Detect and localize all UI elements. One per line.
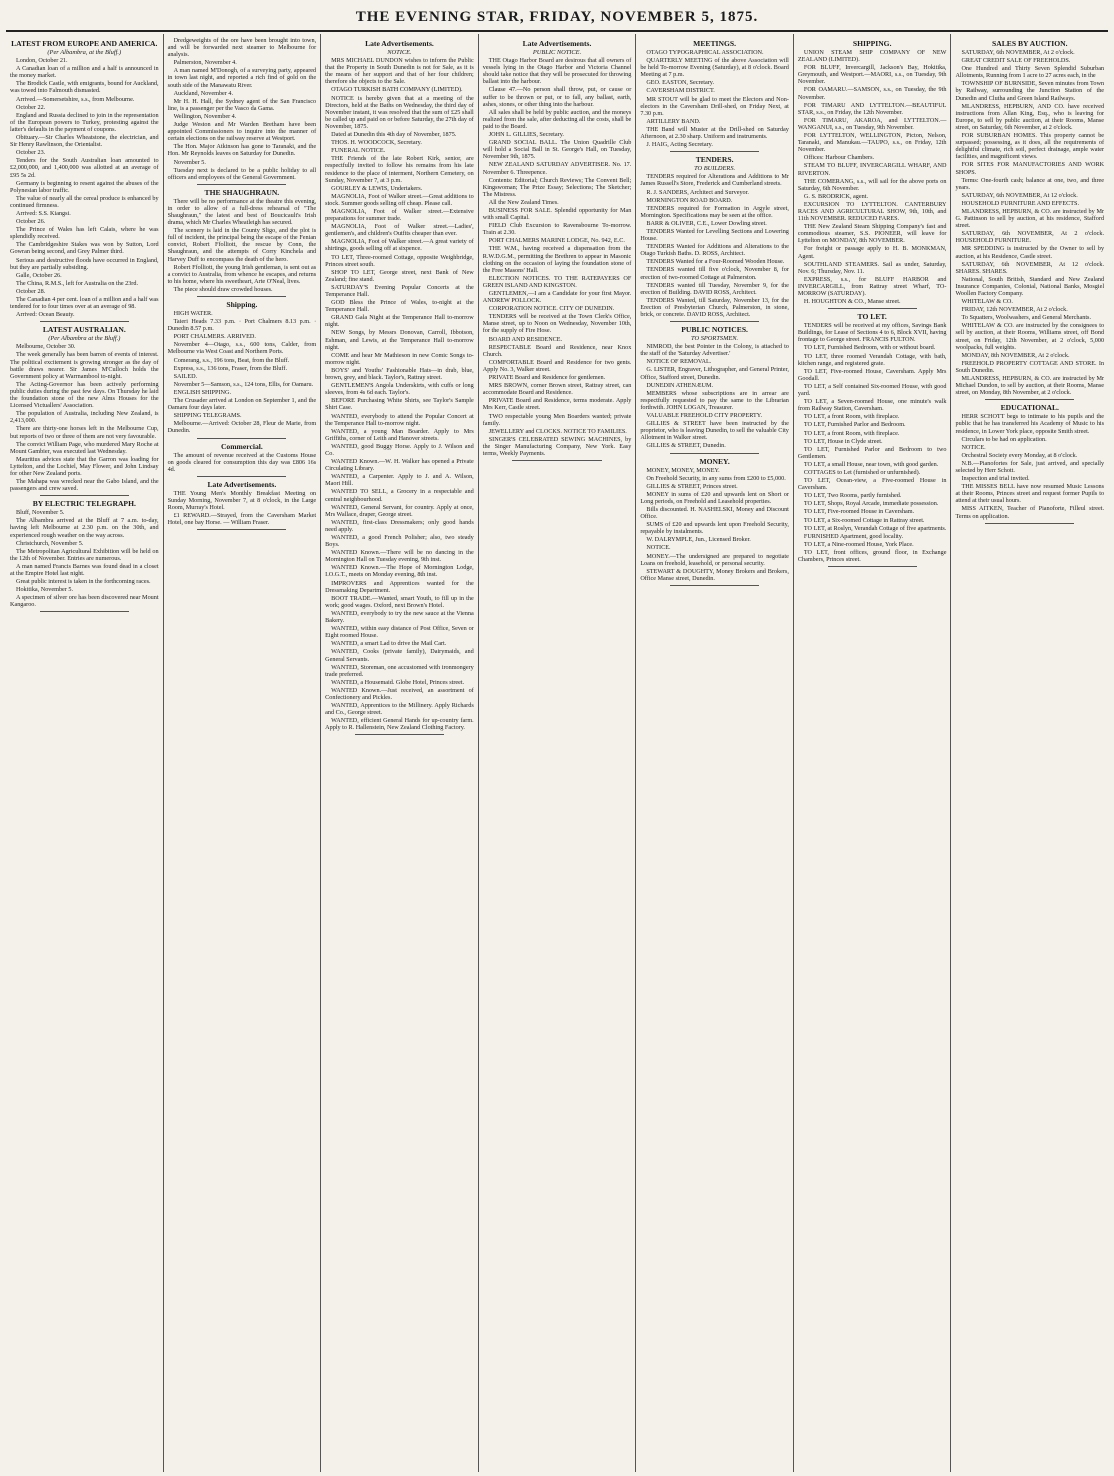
article-paragraph: TENDERS required for Alterations and Additions to Mr James Russell's Store, Frederick and Cumberland streets. — [640, 173, 789, 188]
article-paragraph: DUNEDIN ATHENÆUM. — [646, 381, 713, 389]
article-paragraph: WANTED, first-class Dressmakers; only good hands need apply. — [325, 518, 474, 533]
section-divider — [828, 566, 917, 567]
article-paragraph: WANTED, General Servant, for country. Apply at once, Mrs Wallace, draper, George street. — [325, 503, 474, 518]
article-paragraph: October 23. — [16, 149, 46, 157]
article-paragraph: Melbourne, October 30. — [16, 343, 76, 351]
article-paragraph: TENDERS required for Formation in Argyle street, Mornington. Specifications may be seen at the office. — [640, 204, 789, 219]
article-paragraph: WHITELAW & CO. are instructed by the consignees to sell by auction, at their Rooms, Williams street, off Bond street, on Friday, 12th November, at 2 o'clock, 5,000 woolpacks, full weights. — [955, 322, 1105, 351]
article-paragraph: THE New Zealand Steam Shipping Company's fast and commodious steamer, S.S. PIONEER, will leave for Lyttelton on MONDAY, 8th NOVEMBER. — [797, 223, 947, 245]
article-paragraph: TO LET, House in Clyde street. — [803, 437, 883, 445]
column-7 — [951, 34, 1108, 1472]
article-paragraph: WANTED, a smart Lad to drive the Mail Cart. — [331, 640, 447, 648]
article-paragraph: November 5. — [173, 158, 206, 166]
section-divider — [197, 184, 286, 185]
article-paragraph: TENDERS Wanted for Levelling Sections and Lowering House. — [640, 227, 789, 243]
article-paragraph: FOR OAMARU.—SAMSON, s.s., on Tuesday, the 9th November. — [797, 86, 947, 101]
article-paragraph: TO LET, Five-roomed House, Caversham. Apply Mrs Goodall. — [797, 367, 947, 382]
article-paragraph: FOR TIMARU AND LYTTELTON.—BEAUTIFUL STAR, s.s., on Friday, the 12th November. — [797, 101, 947, 116]
article-paragraph: FOR SUBURBAN HOMES. This property cannot be surpassed; possessing, as it does, all the requirements of delightful climate, rich soil, perfect drainage, ample water facilities, and magnificent views. — [955, 132, 1105, 161]
article-paragraph: WANTED, Storeman, one accustomed with ironmongery trade preferred. — [325, 663, 474, 678]
section-divider — [985, 523, 1074, 524]
article-paragraph: WANTED, a Carpenter. Apply to J. and A. Wilson, Maori Hill. — [325, 473, 474, 488]
article-paragraph: WANTED, efficient General Hands for up-country farm. Apply to R. Hallenstein, New Zealand Clothing Factory. — [325, 717, 474, 732]
article-paragraph: H. HOUGHTON & CO., Manse street. — [803, 298, 901, 306]
article-paragraph: TO LET, a Nine-roomed House, York Place. — [803, 540, 914, 548]
article-paragraph: THE COMERANG, s.s., will sail for the above ports on Saturday, 6th November. — [797, 177, 947, 192]
column-5 — [636, 34, 794, 1472]
section-divider — [670, 585, 759, 586]
section-subheading: TO SPORTSMEN. — [691, 335, 739, 343]
section-divider — [355, 734, 444, 735]
article-paragraph: The Canadian 4 per cent. loan of a million and a half was tendered for to four times over at an average of 98. — [10, 296, 159, 311]
article-paragraph: The scenery is laid in the County Sligo, and the plot is full of incident, the principal being the escape of the Fenian convict, Robert Ffolliott, the rescue by Conn, the Shaughraun, and the attempts of Corry Kinchela and Harvey Duff to encompass the death of the hero. — [167, 227, 317, 263]
article-paragraph: PRIVATE Board and Residence for gentlemen. — [488, 374, 606, 382]
article-paragraph: Offices: Harbour Chambers. — [803, 154, 875, 162]
article-paragraph: MLANDRESS, HEPBURN, AND CO. have received instructions from Allan King, Esq., who is leaving for Europe, to sell by public auction, at their Rooms, Manse street, on Saturday, 6th November, at 2 o'clock. — [955, 102, 1105, 131]
article-paragraph: NIMROD, the best Pointer in the Colony, is attached to the staff of the 'Saturday Advertiser.' — [640, 343, 789, 358]
section-heading: TENDERS. — [695, 155, 734, 165]
article-paragraph: WANTED, everybody to try the new sauce at the Vienna Bakery. — [325, 609, 474, 625]
section-heading: Late Advertisements. — [207, 479, 277, 489]
article-paragraph: Terms: One-fourth cash; balance at one, two, and three years. — [955, 176, 1105, 191]
article-paragraph: THE W.M., having received a dispensation from the R.W.D.G.M., permitting the Brethren to appear in Masonic clothing on the occasion of laying the foundation stone of the Free Masons' Hall. — [482, 245, 632, 274]
article-paragraph: GRAND Gala Night at the Temperance Hall to-morrow night. — [325, 314, 474, 329]
article-paragraph: The Albambra arrived at the Bluff at 7 a.m. to-day, having left Melbourne at 2.30 p.m. on the 30th, and experienced rough weather on the way across. — [10, 517, 159, 539]
article-paragraph: STEWART & DOUGHTY, Money Brokers and Brokers, Office Manse street, Dunedin. — [640, 567, 789, 582]
article-paragraph: ENGLISH SHIPPING. — [173, 388, 231, 396]
section-subheading: NOTICE. — [387, 49, 412, 56]
section-subheading: (Per Albambra, at the Bluff.) — [47, 49, 122, 56]
article-paragraph: November 5—Samson, s.s., 124 tons, Ellis, for Oamaru. — [173, 380, 314, 388]
article-paragraph: Arrived: S.S. Kiangsi. — [16, 209, 71, 217]
column-3 — [321, 34, 479, 1472]
article-paragraph: BOYS' and Youths' Fashionable Hats—in drab, blue, brown, grey, and black. Taylor's, Rattray street. — [325, 366, 474, 382]
article-paragraph: ARTILLERY BAND. — [646, 117, 701, 125]
article-paragraph: The population of Australia, including New Zealand, is 2,413,000. — [10, 410, 159, 425]
article-paragraph: MR SPEDDING is instructed by the Owner to sell by auction, at his Residence, Castle street. — [955, 245, 1105, 260]
section-heading: Late Advertisements. — [522, 39, 592, 48]
article-paragraph: Robert Ffolliott, the young Irish gentleman, is sent out as a convict to Australia, from whence he escapes, and returns to his home, where his sweetheart, Arte O'Neal, lives. — [167, 263, 317, 285]
article-paragraph: Palmerston, November 4. — [173, 59, 237, 67]
article-paragraph: WANTED Known.—There will be no dancing in the Mornington Hall on Tuesday evening, 9th inst. — [325, 549, 474, 564]
column-6 — [794, 34, 952, 1472]
article-paragraph: All the New Zealand Times. — [488, 198, 559, 206]
article-paragraph: TO LET, a front Room, with fireplace. — [803, 429, 900, 437]
article-paragraph: GOD Bless the Prince of Wales, to-night at the Temperance Hall. — [325, 299, 474, 314]
section-divider — [40, 495, 129, 496]
article-paragraph: A Canadian loan of a million and a half is announced in the money market. — [10, 65, 159, 80]
article-paragraph: TO LET, a Seven-roomed House, one minute's walk from Railway Station, Caversham. — [797, 398, 947, 413]
article-paragraph: WANTED Known.—The Hope of Mornington Lodge, I.O.G.T., meets on Monday evening, 8th inst. — [325, 564, 474, 579]
section-divider — [40, 321, 129, 322]
section-divider — [828, 308, 917, 309]
article-paragraph: TENDERS Wanted for Additions and Alterations to the Otago Turkish Baths. D. ROSS, Architect. — [640, 243, 789, 258]
article-paragraph: OTAGO TYPOGRAPHICAL ASSOCIATION. — [646, 49, 764, 56]
article-paragraph: MAGNOLIA, Foot of Walker street.—Ladies', gentlemen's, and children's Outfits cheaper than ever. — [325, 223, 474, 238]
article-paragraph: £1 REWARD.—Strayed, from the Caversham Market Hotel, one bay Horse. — William Fraser. — [167, 512, 317, 527]
article-paragraph: WANTED, a Housemaid. Globe Hotel, Princes street. — [331, 678, 465, 686]
article-paragraph: Bluff, November 5. — [16, 509, 65, 517]
article-paragraph: FOR LYTTELTON, WELLINGTON, Picton, Nelson, Taranaki, and Manukau.—TAUPO, s.s., on Friday, 12th November. — [797, 132, 947, 154]
article-paragraph: FOR BLUFF, Invercargill, Jackson's Bay, Hokitika, Greymouth, and Westport.—MAORI, s.s., on Tuesday, 9th November. — [797, 64, 947, 86]
article-paragraph: THOS. H. WOODCOCK, Secretary. — [331, 139, 422, 147]
article-paragraph: TO LET, a Self contained Six-roomed House, with good yard. — [797, 382, 947, 398]
article-paragraph: England and Russia declined to join in the representation of the European powers to Turkey, protesting against the latter's defaults in the payment of coupons. — [10, 111, 159, 133]
article-paragraph: Tenders for the South Australian loan amounted to £2,000,000, and 1,400,000 was allotted at an average of £95 5s 2d. — [10, 157, 159, 179]
article-paragraph: THE Otago Harbor Board are desirous that all owners of vessels lying in the Otago Harbor and Victoria Channel should take notice that they will be prosecuted for throwing ballast into the harbour. — [482, 57, 632, 86]
article-paragraph: TO LET, front offices, ground floor, in Exchange Chambers, Princes street. — [797, 548, 947, 563]
article-paragraph: HIGH WATER. — [173, 310, 213, 317]
article-paragraph: TOWNSHIP OF BURNSIDE, Seven minutes from Town by Railway, surrounding the Junction Station of the Dunedin and Clutha and Green Island Railways. — [955, 80, 1105, 102]
article-paragraph: NOTICE. — [961, 443, 986, 451]
article-paragraph: On Freehold Security, in any sums from £200 to £5,000. — [646, 474, 786, 482]
article-paragraph: N.B.—Pianofortes for Sale, just arrived, and specially selected by Herr Schott. — [955, 459, 1105, 474]
article-paragraph: TENDERS will be received at the Town Clerk's Office, Manse street, up to Noon on Wednesday, November 10th, for the supply of Fire Hose. — [482, 313, 632, 335]
article-paragraph: TO LET, three roomed Verandah Cottage, with bath, kitchen range, and registered grate. — [797, 352, 947, 367]
article-paragraph: WANTED, Apprentices to the Millinery. Apply Richards and Co., George street. — [325, 702, 474, 717]
section-heading: Commercial. — [220, 441, 263, 451]
article-paragraph: NOTICE. — [646, 544, 671, 552]
article-paragraph: Tuesday next is declared to be a public holiday to all officers and employees of the General Government. — [167, 166, 317, 181]
section-subheading: TO BUILDERS. — [694, 165, 736, 173]
column-1 — [6, 34, 164, 1472]
article-paragraph: The Crusader arrived at London on September 1, and the Oamaru four days later. — [167, 397, 317, 412]
section-divider — [670, 151, 759, 152]
article-paragraph: THE Band will Muster at the Drill-shed on Saturday Afternoon, at 2.30 sharp. Uniform and instruments. — [640, 125, 789, 141]
article-paragraph: TO LET, Three-roomed Cottage, opposite Weighbridge, Princes street south. — [325, 253, 474, 268]
article-paragraph: THE Young Men's Monthly Breakfast Meeting on Sunday Morning, November 7, at 8 o'clock, in the Large Room, Murray's Hotel. — [167, 489, 317, 511]
article-paragraph: G. LISTER, Engraver, Lithographer, and General Printer, Office, Stafford street, Dunedin. — [640, 366, 789, 381]
article-paragraph: SUMS of £20 and upwards lent upon Freehold Security, repayable by instalments. — [640, 521, 789, 536]
article-paragraph: Orchestral Society every Monday, at 8 o'clock. — [961, 451, 1078, 459]
article-paragraph: A man named M'Donogh, of a surveying party, appeared in town last night, and reported a rich find of gold on the south side of the Manawatu River. — [167, 67, 317, 89]
article-paragraph: SHIPPING TELEGRAMS. — [173, 412, 242, 420]
article-paragraph: Mauritius advices state that the Garron was loading for Lyttelton, and the Lochiel, May Flower, and John Lindsay for other New Zealand ports. — [10, 455, 159, 477]
section-heading: LATEST AUSTRALIAN. — [42, 325, 126, 335]
article-paragraph: SATURDAY, 6th NOVEMBER, At 12 o'clock. SHARES. SHARES. — [955, 260, 1105, 275]
section-divider — [985, 399, 1074, 400]
article-paragraph: THE MISSES BELL have now resumed Music Lessons at their Rooms, Princes street and request former Pupils to attend at their usual hours. — [955, 483, 1105, 505]
article-paragraph: COME and hear Mr Mathieson in new Comic Songs to-morrow night. — [325, 351, 474, 366]
section-divider — [512, 460, 601, 461]
article-paragraph: BEFORE Purchasing White Shirts, see Taylor's Sample Shirt Case. — [325, 397, 474, 412]
article-paragraph: STEAM TO BLUFF, INVERCARGILL WHARF, AND RIVERTON. — [797, 162, 947, 177]
section-heading: MEETINGS. — [693, 39, 737, 48]
article-paragraph: RESPECTABLE Board and Residence, near Knox Church. — [482, 343, 632, 358]
article-paragraph: Taieri Heads 7.33 p.m. · Port Chalmers 8.13 p.m. · Dunedin 8.57 p.m. — [167, 318, 317, 333]
article-paragraph: The value of nearly all the cereal produce is enhanced by continued firmness. — [10, 194, 159, 209]
section-divider — [670, 453, 759, 454]
article-paragraph: The Cambridgeshire Stakes was won by Sutton, Lord Gowran being second, and Grey Palmer third. — [10, 241, 159, 256]
article-paragraph: FUNERAL NOTICE. — [331, 147, 386, 155]
article-paragraph: For freight or passage apply to H. B. MONKMAN, Agent. — [797, 245, 947, 260]
article-paragraph: Auckland, November 4. — [173, 89, 234, 97]
article-paragraph: GILLIES & STREET, Princes street. — [646, 482, 738, 490]
article-paragraph: Contents: Editorial; Church Reviews; The Convent Bell; Kingswoman; The Prize Essay; Selections; The Sketcher; The Mistress. — [482, 176, 632, 198]
article-paragraph: Obituary.—Sir Charles Wheatstone, the electrician, and Sir Henry Rawlinson, the Orientalist. — [10, 134, 159, 149]
article-paragraph: NOTICE OF REMOVAL. — [646, 358, 712, 366]
article-paragraph: COMFORTABLE Board and Residence for two gents. Apply No. 3, Walker street. — [482, 358, 632, 373]
article-paragraph: The amount of revenue received at the Customs House on goods cleared for consumption this day was £806 16s 4d. — [167, 451, 317, 473]
article-paragraph: BUSINESS FOR SALE. Splendid opportunity for Man with small Capital. — [482, 206, 632, 222]
article-paragraph: JOHN L. GILLIES, Secretary. — [488, 131, 564, 139]
article-paragraph: GOURLEY & LEWIS, Undertakers. — [331, 184, 423, 192]
section-heading: PUBLIC NOTICES. — [681, 325, 748, 335]
article-paragraph: GEO. EASTON, Secretary. — [646, 79, 715, 87]
article-paragraph: London, October 21. — [16, 57, 68, 65]
article-paragraph: IMPROVERS and Apprentices wanted for the Dressmaking Department. — [325, 579, 474, 594]
article-paragraph: GREAT CREDIT SALE OF FREEHOLDS. — [961, 57, 1071, 65]
article-paragraph: SATURDAY, 6th NOVEMBER, At 2 o'clock. HOUSEHOLD FURNITURE. — [955, 230, 1105, 245]
article-paragraph: FIELD Club Excursion to Ravensbourne To-morrow. Train at 2.30. — [482, 222, 632, 237]
section-divider — [197, 296, 286, 297]
article-paragraph: CORPORATION NOTICE. CITY OF DUNEDIN. — [488, 305, 615, 313]
article-paragraph: SAILED. — [173, 372, 198, 380]
article-paragraph: October 26. — [16, 218, 46, 226]
article-paragraph: TO LET, Furnished Parlor and Bedroom to two Gentlemen. — [797, 445, 947, 460]
article-paragraph: The China, R.M.S., left for Australia on the 23rd. — [16, 279, 139, 287]
article-paragraph: Inspection and trial invited. — [961, 475, 1030, 483]
article-paragraph: MRS BROWN, corner Brown street, Rattray street, can accommodate Board and Residence. — [482, 382, 632, 397]
article-paragraph: GILLIES & STREET, Dunedin. — [646, 442, 726, 450]
article-paragraph: MONEY in sums of £20 and upwards lent on Short or Long periods, on Freehold and Leasehold properties. — [640, 490, 789, 505]
article-paragraph: WANTED, within easy distance of Post Office, Seven or Eight roomed House. — [325, 625, 474, 640]
article-paragraph: TO LET, a Six-roomed Cottage in Rattray street. — [803, 516, 925, 524]
section-heading: TO LET. — [857, 312, 887, 322]
article-paragraph: BOOT TRADE.—Wanted, smart Youth, to fill up in the work; good wages. Oxford, next Brown's Hotel. — [325, 594, 474, 609]
article-paragraph: OTAGO TURKISH BATH COMPANY (LIMITED). — [331, 86, 463, 94]
article-paragraph: TENDERS Wanted for a Four-Roomed Wooden House. — [646, 258, 785, 266]
section-divider — [40, 611, 129, 612]
article-paragraph: J. HAIG, Acting Secretary. — [646, 141, 713, 149]
article-paragraph: TO LET, a front Room, with fireplace. — [803, 413, 900, 421]
article-paragraph: UNION STEAM SHIP COMPANY OF NEW ZEALAND (LIMITED). — [797, 49, 947, 64]
article-paragraph: The Brodick Castle, with emigrants, bound for Auckland, was towed into Falmouth dismasted. — [10, 80, 159, 95]
article-paragraph: MAGNOLIA, Foot of Walker street.—Extensive preparations for summer trade. — [325, 207, 474, 223]
article-paragraph: SATURDAY, 6th NOVEMBER, At 2 o'clock. — [961, 49, 1075, 56]
article-paragraph: The Acting-Governor has been actively performing public duties during the past few days. On Thursday he laid the foundation stone of the new Alms Houses for the Licensed Victuallers' Association. — [10, 380, 159, 410]
article-paragraph: EXPRESS, s.s., for BLUFF HARBOR and INVERCARGILL, from Rattray street Wharf, TO-MORROW (SATURDAY). — [797, 275, 947, 297]
article-paragraph: Judge Weston and Mr Warden Bretham have been appointed Commissioners to inquire into the manner of certain elections on the railway reserve at Westport. — [167, 121, 317, 143]
article-paragraph: TENDERS wanted till Tuesday, November 9, for the erection of Building. DAVID ROSS, Architect. — [640, 281, 789, 296]
article-paragraph: TO LET, Furnished Bedroom, with or without board. — [803, 344, 936, 352]
article-paragraph: TENDERS will be received at my offices, Savings Bank Buildings, for Lease of Sections 4 to 6, Block XVII, having frontage to George street. FRANCIS FULTON. — [797, 322, 947, 344]
article-paragraph: Circulars to be had on application. — [961, 435, 1047, 443]
article-paragraph: MISS AITKEN, Teacher of Pianoforte, Filleul street. Terms on application. — [955, 505, 1105, 520]
article-paragraph: MORNINGTON ROAD BOARD. — [646, 196, 733, 204]
article-paragraph: Melbourne.—Arrived: October 28, Fleur de Marie, from Dunedin. — [167, 420, 317, 435]
column-2 — [164, 34, 322, 1472]
article-paragraph: TO LET, Ocean-view, a Five-roomed House in Caversham. — [797, 477, 947, 492]
article-paragraph: THE Friends of the late Robert Kirk, senior, are respectfully invited to follow his remains from his late residence to the place of interment, Northern Cemetery, on Sunday, November 7, at 3 p.m. — [325, 155, 474, 184]
article-paragraph: PRIVATE Board and Residence, terms moderate. Apply Mrs Kerr, Castle street. — [482, 397, 632, 412]
article-paragraph: November 4—Otago, s.s., 600 tons, Calder, from Melbourne via West Coast and Northern Ports. — [167, 341, 317, 356]
section-heading: SHIPPING. — [852, 39, 892, 48]
article-paragraph: WANTED, a good French Polisher; also, two steady Boys. — [325, 534, 474, 549]
section-subheading: PUBLIC NOTICE. — [532, 49, 582, 56]
article-paragraph: MEMBERS whose subscriptions are in arrear are respectfully requested to pay the same to the Librarian forthwith. JOHN LOGAN, Treasurer. — [640, 389, 789, 411]
article-paragraph: National, South British, Standard and New Zealand Insurance Companies, Colonial, National Banks, Mosgiel Woollen Factory Company. — [955, 275, 1105, 297]
article-paragraph: TO LET, Five-roomed House in Caversham. — [803, 508, 915, 516]
article-paragraph: GENTLEMEN,—I am a Candidate for your first Mayor. ANDREW POLLOCK. — [482, 290, 632, 305]
article-paragraph: WANTED Known.—Just received, an assortment of Confectionery and Pickles. — [325, 686, 474, 701]
article-paragraph: CAVERSHAM DISTRICT. — [646, 87, 715, 95]
section-subheading: (Per Albambra at the Bluff.) — [48, 335, 121, 343]
article-paragraph: TO LET, Shops, Royal Arcade, immediate possession. — [803, 500, 939, 508]
article-paragraph: Comerang, s.s., 196 tons, Beat, from the Bluff. — [173, 356, 290, 364]
article-paragraph: QUARTERLY MEETING of the above Association will be held To-morrow Evening (Saturday), at 8 o'clock. Board Meeting at 7 p.m. — [640, 57, 789, 79]
article-paragraph: MR STOUT will be glad to meet the Electors and Non-electors in the Caversham Drill-shed, on Friday Next, at 7.30 p.m. — [640, 95, 789, 117]
article-paragraph: TO LET, a small House, near town, with good garden. — [803, 460, 939, 468]
article-paragraph: HOUSEHOLD FURNITURE AND EFFECTS. — [961, 199, 1080, 207]
article-paragraph: Hokitika, November 5. — [16, 586, 74, 594]
section-heading: MONEY. — [699, 456, 730, 466]
article-paragraph: The Hon. Major Atkinson has gone to Taranaki, and the Hon. Mr Reynolds leaves on Saturday for Dunedin. — [167, 143, 317, 158]
article-paragraph: WANTED, a young Man Boarder. Apply to Mrs Griffiths, corner of Leith and Hanover streets. — [325, 427, 474, 442]
article-paragraph: Express, s.s., 136 tons, Fraser, from the Bluff. — [173, 364, 287, 372]
article-paragraph: MRS MICHAEL DUNDON wishes to inform the Public that the Property in South Dunedin is not for Sale, as it is the means of her support and that of her four children; therefore she objects to the Sale. — [325, 57, 474, 86]
article-paragraph: G. S. BRODRICK, agent. — [803, 192, 869, 200]
article-paragraph: To Squatters, Woolwashers, and General Merchants. — [961, 314, 1092, 322]
article-paragraph: SOUTHLAND STEAMERS. Sail as under, Saturday, Nov. 6; Thursday, Nov. 11. — [797, 260, 947, 275]
article-paragraph: ELECTION NOTICES. TO THE RATEPAYERS OF GREEN ISLAND AND KINGSTON. — [482, 274, 632, 289]
article-paragraph: WANTED, good Buggy Horse. Apply to J. Wilson and Co. — [325, 442, 474, 457]
article-paragraph: FURNISHED Apartment, good locality. — [803, 532, 903, 540]
article-paragraph: One Hundred and Thirty Seven Splendid Suburban Allotments, Running from 1 acre to 27 acres each, in the — [955, 65, 1105, 80]
article-paragraph: SHOP TO LET, George street, next Bank of New Zealand; fine stand. — [325, 268, 474, 283]
article-paragraph: BOARD AND RESIDENCE. — [488, 335, 563, 343]
article-paragraph: NEW ZEALAND SATURDAY ADVERTISER. No. 17. November 6. Threepence. — [482, 161, 632, 176]
article-paragraph: GRAND SOCIAL BALL. The Union Quadrille Club will hold a Social Ball in St. George's Hall, on Tuesday, November 9th, 1875. — [482, 139, 632, 161]
article-paragraph: MAGNOLIA, Foot of Walker street.—A great variety of shirtings, goods selling off at sixpence. — [325, 238, 474, 253]
article-paragraph: WANTED, everybody to attend the Popular Concert at the Temperance Hall to-morrow night. — [325, 412, 474, 427]
article-paragraph: MLANDRESS, HEPBURN, & CO. are instructed by Mr G. Pattinson to sell by auction, at his residence, Stafford street. — [955, 207, 1105, 230]
article-paragraph: The week generally has been barren of events of interest. The political excitement is growing stronger as the day of battle draws nearer. Sir James M'Culloch holds the Government policy at Warrnambool to-night. — [10, 351, 159, 380]
article-paragraph: WANTED Known.—W. H. Walker has opened a Private Circulating Library. — [325, 458, 474, 473]
article-paragraph: JEWELLERY and CLOCKS. NOTICE TO FAMILIES. — [488, 427, 627, 435]
article-paragraph: TWO respectable young Men Boarders wanted; private family. — [482, 412, 632, 427]
article-paragraph: The Mahapa was wrecked near the Gabo Island, and the passengers and crew saved. — [10, 478, 159, 493]
article-paragraph: The piece should draw crowded houses. — [173, 285, 273, 293]
column-4 — [479, 34, 637, 1472]
section-divider — [670, 321, 759, 322]
article-paragraph: WHITELAW & CO. — [961, 298, 1013, 306]
article-paragraph: PORT CHALMERS. ARRIVED. — [173, 333, 256, 341]
article-paragraph: TO LET, at Roslyn, Verandah Cottage of five apartments. — [803, 524, 947, 532]
article-paragraph: Great public interest is taken in the forthcoming races. — [16, 578, 151, 586]
section-divider — [197, 438, 286, 439]
article-paragraph: Christchurch, November 5. — [16, 539, 84, 547]
article-paragraph: R. J. SANDERS, Architect and Surveyor. — [646, 188, 749, 196]
article-paragraph: The Prince of Wales has left Calais, where he was splendidly received. — [10, 226, 159, 241]
article-paragraph: WANTED TO SELL, a Grocery in a respectable and central neighbourhood. — [325, 488, 474, 503]
article-paragraph: The convict William Page, who murdered Mary Roche at Mount Gambier, was executed last Wednesday. — [10, 440, 159, 455]
article-paragraph: Wellington, November 4. — [173, 112, 237, 120]
article-paragraph: TENDERS Wanted, till Saturday, November 13, for the Erection of Presbyterian Church, Palmerston, in stone, brick, or concrete. DAVID ROSS, Architect. — [640, 296, 789, 318]
article-paragraph: The Metropolitan Agricultural Exhibition will be held on the 12th of November. Entries are numerous. — [10, 547, 159, 562]
article-paragraph: Dated at Dunedin this 4th day of November, 1875. — [331, 131, 457, 139]
article-paragraph: Arrived: Ocean Beauty. — [16, 311, 75, 319]
article-paragraph: There will be no performance at the theatre this evening, in order to allow of a full-dress rehearsal of "The Shaughraun," the latest and best of Boucicault's Irish drama, which Mr Charles Wheatleigh has secured. — [167, 197, 317, 227]
article-paragraph: Arrived.—Somersetshire, s.s., from Melbourne. — [16, 95, 135, 103]
article-paragraph: TENDERS wanted till five o'clock, November 8, for erection of two-roomed Cottage at Palmerston. — [640, 266, 789, 281]
article-paragraph: W. DALRYMPLE, Jun., Licensed Broker. — [646, 536, 751, 544]
article-paragraph: NOTICE is hereby given that at a meeting of the Directors, held at the Baths on Wednesday, the third day of November instant, it was resolved that the sum of £25 shall be called up and paid on or before Saturday, the 27th day of November, 1875. — [325, 94, 474, 130]
article-paragraph: VALUABLE FREEHOLD CITY PROPERTY. — [646, 412, 763, 420]
article-paragraph: A man named Francis Barnes was found dead in a closet at the Empire Hotel last night. — [10, 562, 159, 577]
article-paragraph: There are thirty-one horses left in the Melbourne Cup, but reports of two or three of them are not very favourable. — [10, 425, 159, 440]
article-paragraph: Galle, October 26. — [16, 271, 62, 279]
section-heading: SALES BY AUCTION. — [992, 39, 1068, 48]
article-paragraph: TO LET, Furnished Parlor and Bedroom. — [803, 421, 906, 429]
masthead: THE EVENING STAR, FRIDAY, NOVEMBER 5, 1875. — [6, 4, 1108, 32]
article-paragraph: All sales shall be held by public auction, and the moneys realized from the sale, after deducting all the costs, shall be paid to the Board. — [482, 108, 632, 130]
article-paragraph: COTTAGES to Let (furnished or unfurnished). — [803, 468, 921, 476]
article-paragraph: SATURDAY, 6th NOVEMBER, At 12 o'clock. — [961, 191, 1078, 199]
article-paragraph: FOR SITES FOR MANUFACTORIES AND WORK SHOPS. — [955, 161, 1105, 176]
section-heading: LATEST FROM EUROPE AND AMERICA. — [11, 39, 158, 48]
article-paragraph: NEW Songs, by Messrs Donovan, Carroll, Ibbotson, Eshman, and Lewis, at the Temperance Hall to-morrow night. — [325, 329, 474, 351]
section-heading: BY ELECTRIC TELEGRAPH. — [32, 499, 136, 509]
columns — [6, 34, 1108, 1472]
article-paragraph: MLANDRESS, HEPBURN, & CO. are instructed by Mr Michael Dundon, to sell by auction, at their Rooms, Manse street, on Monday, 8th November, at 2 o'clock. — [955, 375, 1105, 397]
article-paragraph: MONEY.—The undersigned are prepared to negotiate Loans on freehold, leasehold, or personal security. — [640, 552, 789, 567]
article-paragraph: Dredgeweights of the ore have been brought into town, and will be forwarded next steamer to Melbourne for analysis. — [167, 37, 317, 59]
article-paragraph: EXCURSION TO LYTTELTON. CANTERBURY RACES AND AGRICULTURAL SHOW, 9th, 10th, and 11th NOVEMBER. REDUCED FARES. — [797, 200, 947, 223]
article-paragraph: Clause 47.—No person shall throw, put, or cause or suffer to be thrown or put, or to fall, any ballast, earth, ashes, stones, or other thing into the harbour. — [482, 86, 632, 108]
section-heading: THE SHAUGHRAUN. — [204, 187, 280, 197]
article-paragraph: Germany is beginning to resent against the abuses of the Polynesian labor traffic. — [10, 179, 159, 194]
section-heading: Late Advertisements. — [365, 39, 434, 48]
article-paragraph: GENTLEMEN'S Angola Underskirts, with cuffs or long sleeves, from 4s 6d each. Taylor's. — [325, 382, 474, 397]
article-paragraph: FOR TIMARU, AKAROA, and LYTTELTON.—WANGANUI, s.s., on Tuesday, 9th November. — [797, 116, 947, 131]
article-paragraph: FREEHOLD PROPERTY COTTAGE AND STORE. In South Dunedin. — [955, 359, 1105, 374]
article-paragraph: A specimen of silver ore has been discovered near Mount Kangaroo. — [10, 594, 159, 609]
article-paragraph: MONEY, MONEY, MONEY. — [646, 466, 720, 474]
article-paragraph: HERR SCHOTT begs to intimate to his pupils and the public that he has transferred his Academy of Music to his residence, in Lower York place, opposite Smith street. — [955, 413, 1105, 435]
article-paragraph: FRIDAY, 12th NOVEMBER, At 2 o'clock. — [961, 306, 1068, 314]
section-divider — [197, 529, 286, 530]
article-paragraph: October 22. — [16, 103, 46, 111]
article-paragraph: SATURDAY'S Evening Popular Concerts at the Temperance Hall. — [325, 283, 474, 298]
article-paragraph: WANTED, Cooks (private family), Dairymaids, and General Servants. — [325, 648, 474, 663]
article-paragraph: MAGNOLIA, Foot of Walker street.—Great additions to stock. Summer goods selling off cheap. Please call. — [325, 192, 474, 207]
article-paragraph: MONDAY, 8th NOVEMBER, At 2 o'clock. — [961, 351, 1070, 359]
section-divider — [197, 476, 286, 477]
article-paragraph: BARR & OLIVER, C.E., Lower Dowling street. — [646, 219, 767, 227]
article-paragraph: TO LET, Two Rooms, partly furnished. — [803, 492, 902, 500]
article-paragraph: PORT CHALMERS MARINE LODGE, No. 942, E.C. — [488, 237, 625, 245]
section-heading: EDUCATIONAL. — [1000, 403, 1059, 413]
article-paragraph: GILLIES & STREET have been instructed by the proprietor, who is leaving Dunedin, to sell the valuable City Allotment in Walker street. — [640, 420, 789, 442]
article-paragraph: Serious and destructive floods have occurred in England, but they are partially subsiding. — [10, 256, 159, 271]
article-paragraph: Mr H. H. Hall, the Sydney agent of the San Francisco line, is a passenger per the Vasco da Gama. — [167, 97, 317, 112]
article-paragraph: SINGER'S CELEBRATED SEWING MACHINES, by the Singer Manufacturing Company, New York. Easy terms, Weekly Payments. — [482, 435, 632, 457]
article-paragraph: October 28. — [16, 287, 46, 295]
article-paragraph: Bills discounted. H. NASHELSKI, Money and Discount Office. — [640, 505, 789, 521]
section-heading: Shipping. — [226, 300, 258, 309]
